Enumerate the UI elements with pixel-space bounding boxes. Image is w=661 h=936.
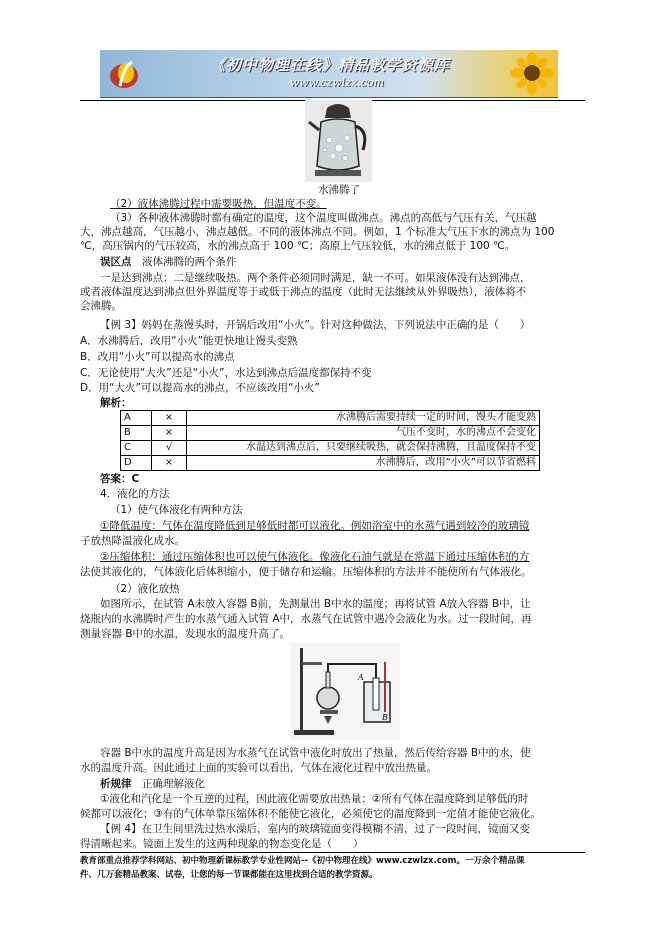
text-line: （3）各种液体沸腾时都有确定的温度，这个温度叫做沸点。沸点的高低与气压有关，气压越 [110, 212, 537, 224]
header-banner [100, 50, 558, 98]
section-heading: 误区点 液体沸腾的两个条件 [100, 256, 237, 268]
site-title: 《初中物理在线》精品教学资源库 [210, 56, 451, 74]
section-heading: 4．液化的方法 [100, 488, 170, 500]
table-cell: 水温达到沸点后，只要继续吸热，就会保持沸腾，且温度保持不变 [187, 441, 540, 456]
table-row [121, 426, 540, 441]
table-row [121, 411, 540, 426]
table-cell: × [152, 411, 187, 426]
table-cell: C [121, 441, 152, 456]
text-line: 子放热降温液化成水。 [80, 535, 185, 547]
answer: 答案：C [100, 473, 140, 485]
text-line: 如图所示，在试管 A未放入容器 B前，先测量出 B中水的温度；再将试管 A放入容器 B中，让 [100, 598, 531, 610]
text-line: 会沸腾。 [80, 300, 122, 312]
text-line: （1）使气体液化有两种方法 [110, 504, 243, 516]
text-line: 大，沸点越高，气压越小，沸点越低。不同的液体沸点不同。例如，1 个标准大气压下水的沸点为 100 [80, 226, 555, 238]
sunflower-icon [510, 52, 554, 95]
option-b: B．改用“小火”可以提高水的沸点 [80, 351, 235, 363]
site-logo-icon [106, 56, 142, 92]
table-cell: 水沸腾后需要持续一定的时间，馒头才能变熟 [187, 411, 540, 426]
label-b: B [382, 713, 388, 722]
table-cell: × [152, 426, 187, 441]
text-line: 烧瓶内的水沸腾时产生的水蒸气通入试管 A中，水蒸气在试管中遇冷会液化为水。过一段时间，再 [80, 613, 532, 625]
text-line: ①液化和汽化是一个互逆的过程，因此液化需要放出热量；②所有气体在温度降到足够低的时 [100, 793, 529, 805]
table-cell: √ [152, 441, 187, 456]
text-line: 测量容器 B中的水温，发现水的温度升高了。 [80, 628, 291, 640]
label-a: A [358, 673, 364, 682]
site-url[interactable]: www.czwlzx.com [290, 76, 385, 89]
table-cell: D [121, 456, 152, 471]
text-line: 水的温度升高。因此通过上面的实验可以看出，气体在液化过程中放出热量。 [80, 762, 437, 774]
option-c: C．无论使用“大火”还是“小火”，水达到沸点后温度都保持不变 [80, 367, 372, 379]
footer-rule [80, 852, 585, 853]
text-line: 法使其液化的，气体液化后体积缩小，便于储存和运输。压缩体积的方法并不能使所有气体液化。 [80, 566, 532, 578]
table-cell: × [152, 456, 187, 471]
option-d: D．用“大火”可以提高水的沸点，不应该改用“小火” [80, 382, 320, 394]
table-cell: 水沸腾后，改用“小火”可以节省燃料 [187, 456, 540, 471]
figure-caption: 水沸腾了 [318, 184, 360, 196]
text-line: ①降低温度：气体在温度降低到足够低时都可以液化。例如浴室中的水蒸气遇到较冷的玻璃镜 [100, 520, 530, 532]
text-line: 候都可以液化；③有的气体单靠压缩体积不能使它液化，必须使它的温度降到一定值才能使它液化。 [80, 808, 541, 820]
analysis-label: 解析： [100, 397, 132, 409]
text-line: 或者液体温度达到沸点但外界温度等于或低于沸点的温度（此时无法继续从外界吸热），液体将不 [80, 286, 527, 298]
footer-line-2: 件、几万套精品教案、试卷，让您的每一节课都能在这里找到合适的教学资源。 [80, 870, 378, 880]
question-stem: 【例 4】在卫生间里洗过热水澡后，室内的玻璃镜面变得模糊不清，过了一段时间，镜面又变 [100, 823, 531, 835]
analysis-table [120, 410, 540, 471]
table-row [121, 456, 540, 471]
text-line: 容器 B中水的温度升高是因为水蒸气在试管中液化时放出了热量，然后传给容器 B中的水，使 [100, 747, 531, 759]
liquefaction-apparatus-diagram [290, 642, 400, 740]
text-line: ℃，高压锅内的气压较高，水的沸点高于 100 ℃；高原上气压较低，水的沸点低于 100 ℃。 [80, 240, 516, 252]
text-line: （2）液化放热 [110, 583, 180, 595]
table-cell: 气压不变时，水的沸点不会变化 [187, 426, 540, 441]
footer-line-1: 教育部重点推荐学科网站、初中物理新课标教学专业性网站--《初中物理在线》www.czwlzx.com。一万余个精品课 [80, 856, 525, 866]
option-a: A．水沸腾后，改用“小火”能更快地让馒头变熟 [80, 335, 298, 347]
text-line: 一是达到沸点；二是继续吸热。两个条件必须同时满足，缺一不可。如果液体没有达到沸点， [100, 272, 531, 284]
table-cell: B [121, 426, 152, 441]
boiling-kettle-image [305, 100, 372, 182]
question-stem: 【例 3】妈妈在蒸馒头时，开锅后改用“小火”。针对这种做法，下列说法中正确的是（ ） [100, 319, 531, 331]
text-line: ②压缩体积：通过压缩体积也可以使气体液化。像液化石油气就是在常温下通过压缩体积的方 [100, 551, 530, 563]
section-heading: 析规律 正确理解液化 [100, 778, 205, 790]
text-line: 得清晰起来。镜面上发生的这两种现象的物态变化是（ ） [80, 838, 364, 850]
table-row [121, 441, 540, 456]
table-cell: A [121, 411, 152, 426]
text-line: （2）液体沸腾过程中需要吸热，但温度不变。 [110, 198, 327, 210]
